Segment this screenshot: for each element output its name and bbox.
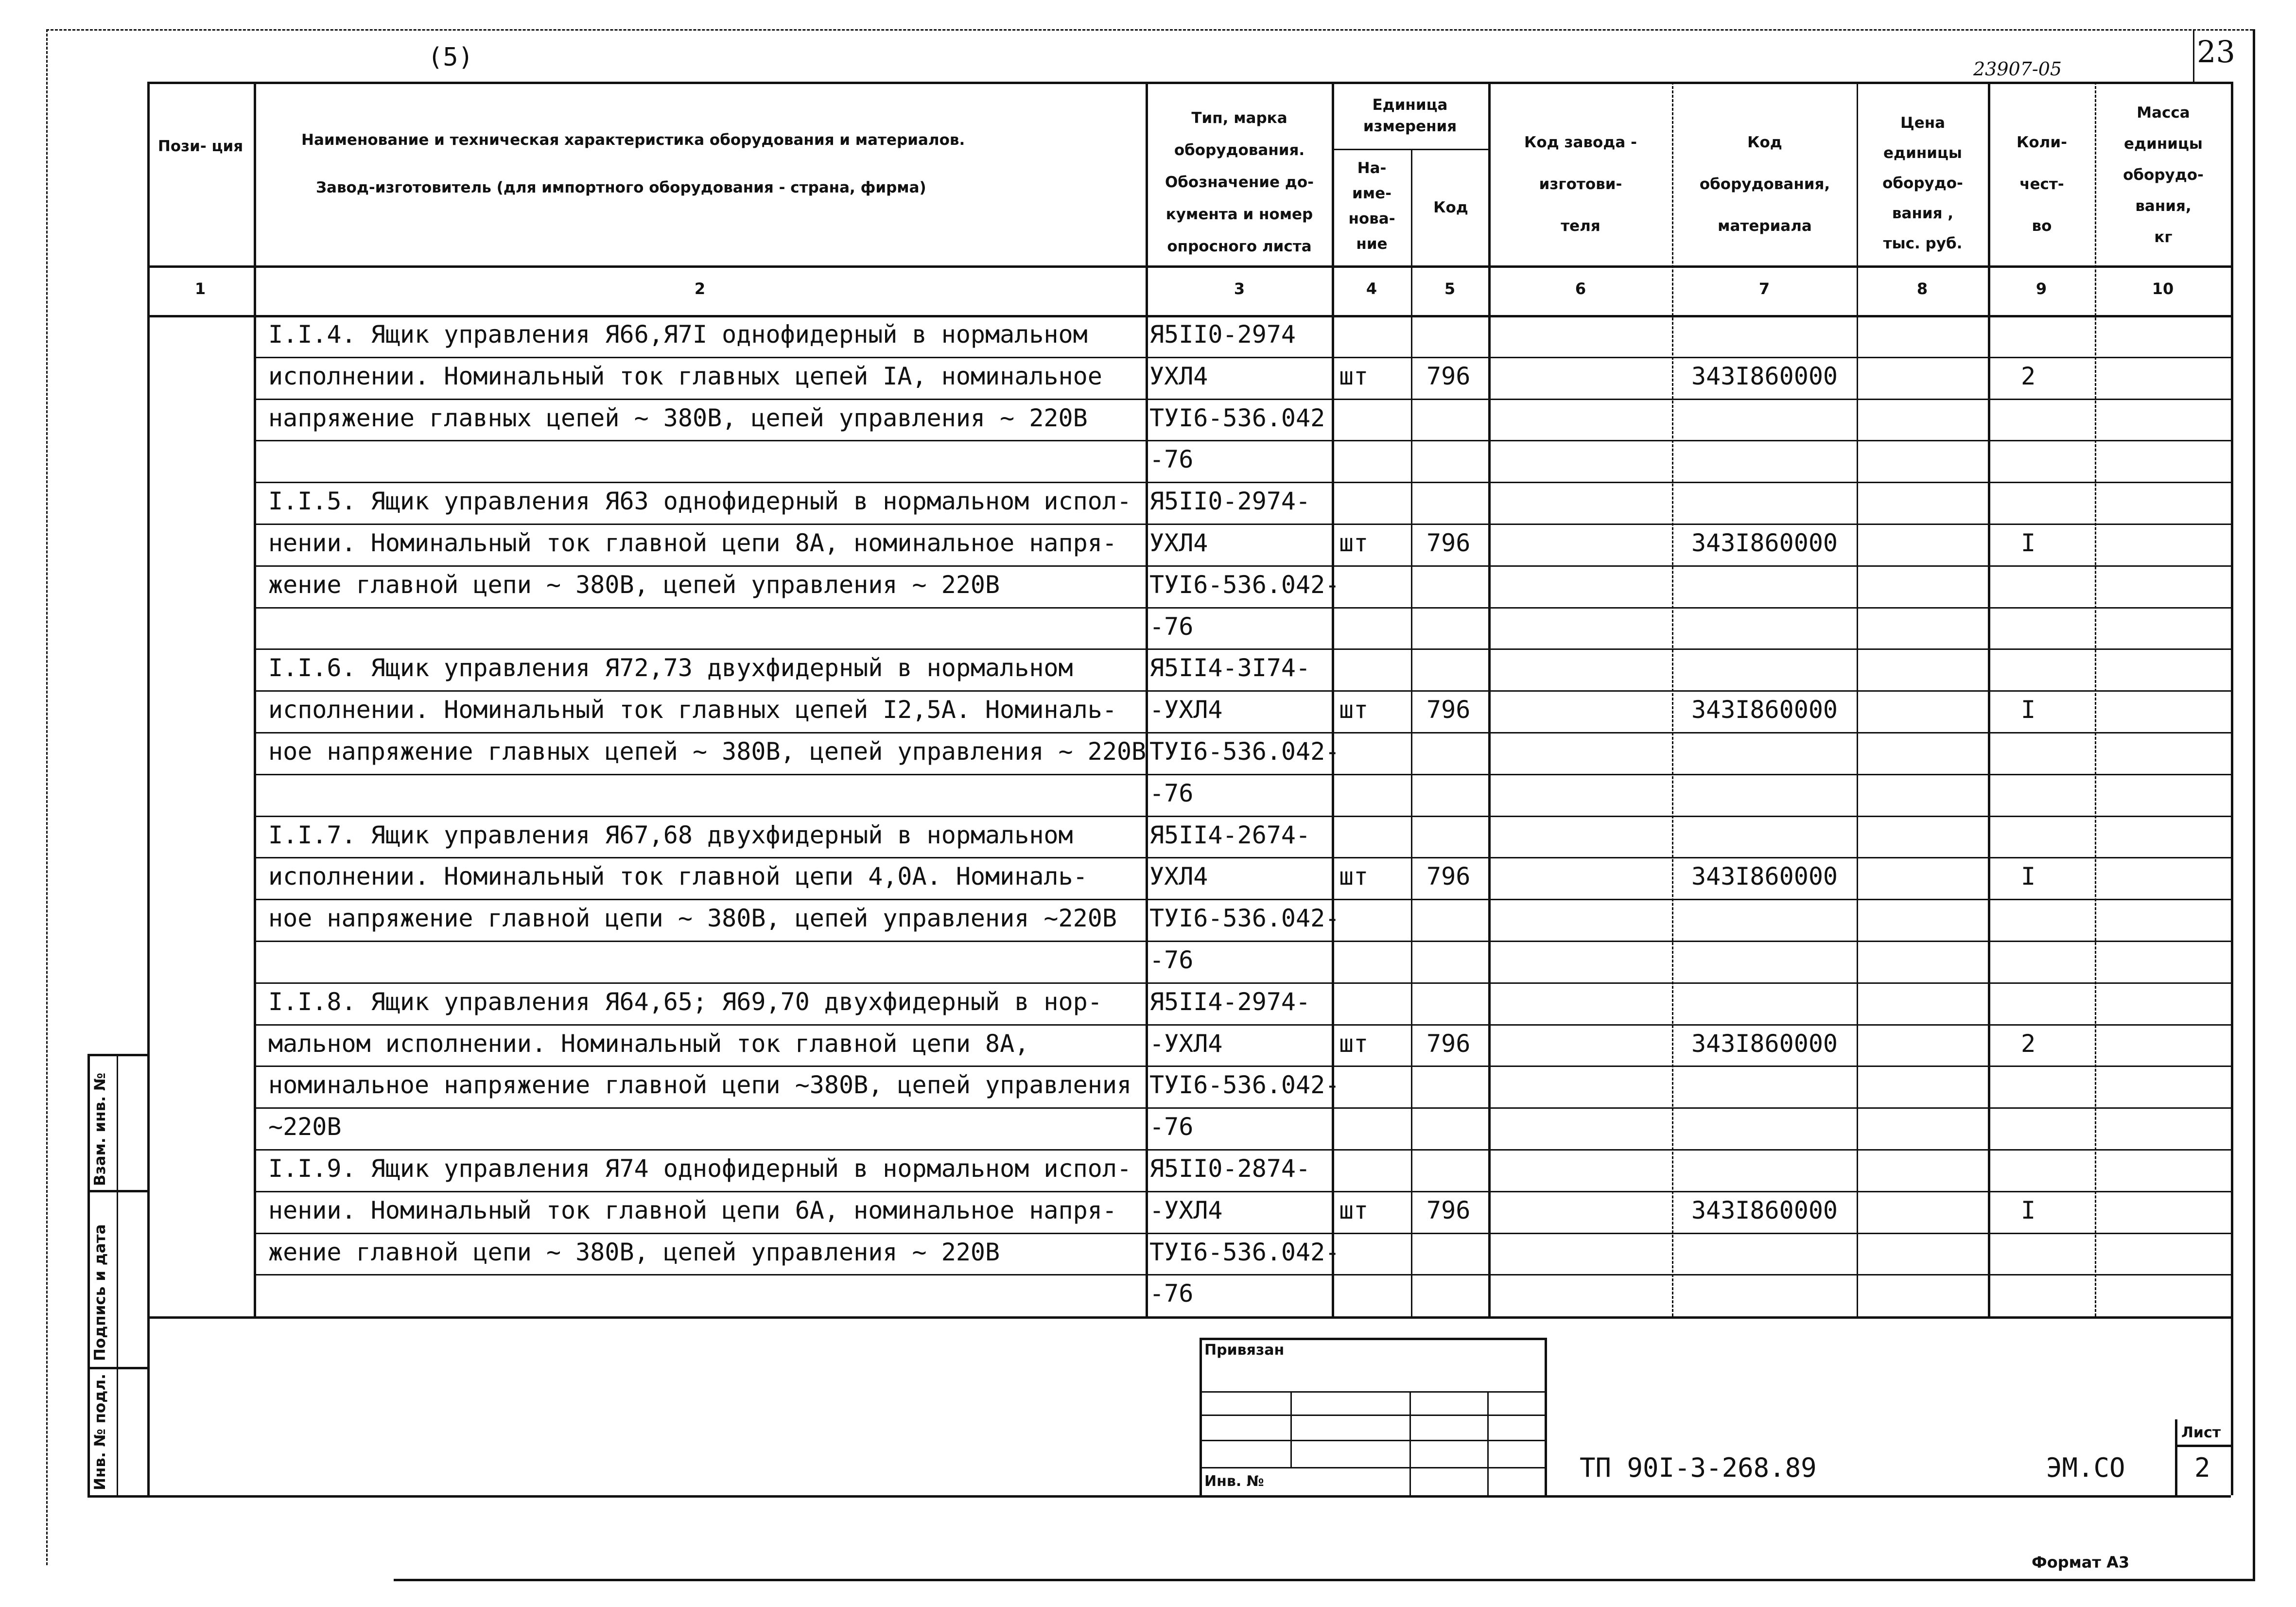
item-description-line: ~220В	[268, 1113, 342, 1141]
col-number: 5	[1444, 279, 1456, 298]
header-col-equipment-code: Код оборудования, материала	[1699, 134, 1830, 235]
item-description-line: исполнении. Номинальный ток главных цепей IА, номинальное	[268, 362, 1102, 390]
item-type-line: -76	[1149, 445, 1194, 473]
item-description-line: ное напряжение главных цепей ~ 380В, цепей управления ~ 220В	[268, 737, 1147, 766]
item-quantity: I	[2021, 529, 2036, 557]
item-description-line: исполнении. Номинальный ток главных цепей I2,5А. Номиналь-	[268, 696, 1117, 724]
item-unit-name: шт	[1339, 862, 1369, 891]
item-type-line: УХЛ4	[1149, 362, 1208, 390]
header-col-name-line1: Наименование и техническая характеристика оборудования и материалов.	[301, 131, 965, 149]
right-frame	[2253, 29, 2255, 1580]
item-type-line: -76	[1149, 1113, 1194, 1141]
document-code: ТП 90I-3-268.89	[1580, 1452, 1817, 1483]
header-col-unit-code: Код	[1433, 199, 1468, 216]
item-type-line: ТУI6-536.042	[1149, 404, 1325, 432]
sheet-label: Лист	[2181, 1424, 2221, 1441]
header-col-factory-code: Код завода - изготови- теля	[1524, 134, 1637, 235]
side-stamp-signature-date: Подпись и дата	[91, 1224, 109, 1361]
item-description-line: нении. Номинальный ток главной цепи 8А, номинальное напря-	[268, 529, 1117, 557]
header-col-type: Тип, марка оборудования. Обозначение до- кумента и номер опросного листа	[1165, 109, 1314, 255]
item-type-line: -76	[1149, 946, 1194, 974]
header-col-quantity: Коли- чест- во	[2017, 134, 2067, 235]
item-unit-code: 796	[1426, 1030, 1471, 1058]
col-number: 3	[1234, 279, 1245, 298]
item-quantity: I	[2021, 862, 2036, 891]
item-type-line: Я5II0-2874-	[1149, 1154, 1311, 1183]
header-col-name-line2: Завод-изготовитель (для импортного оборудования - страна, фирма)	[316, 179, 926, 196]
item-description-line: I.I.5. Ящик управления Я63 однофидерный в нормальном испол-	[268, 487, 1132, 515]
item-type-line: Я5II4-3I74-	[1149, 654, 1311, 682]
col-number: 1	[194, 279, 206, 298]
item-type-line: -76	[1149, 779, 1194, 807]
item-description-line: I.I.4. Ящик управления Я66,Я7I однофидерный в нормальном	[268, 320, 1088, 349]
item-type-line: ТУI6-536.042-	[1149, 1071, 1340, 1099]
item-equipment-code: 343I860000	[1691, 696, 1838, 724]
sheet-number: 2	[2194, 1452, 2210, 1483]
item-type-line: -УХЛ4	[1149, 696, 1223, 724]
item-type-line: УХЛ4	[1149, 529, 1208, 557]
item-unit-code: 796	[1426, 362, 1471, 390]
corner-box-left	[2193, 29, 2194, 83]
item-quantity: I	[2021, 696, 2036, 724]
bottom-frame	[394, 1579, 2255, 1581]
item-unit-name: шт	[1339, 1196, 1369, 1224]
item-type-line: -76	[1149, 612, 1194, 641]
item-type-line: Я5II4-2674-	[1149, 821, 1311, 849]
item-equipment-code: 343I860000	[1691, 1030, 1838, 1058]
item-unit-code: 796	[1426, 696, 1471, 724]
item-description-line: исполнении. Номинальный ток главной цепи 4,0А. Номиналь-	[268, 862, 1088, 891]
bound-label: Привязан	[1204, 1342, 1285, 1359]
item-unit-name: шт	[1339, 696, 1369, 724]
left-margin-line	[46, 29, 48, 1565]
header-col-mass: Масса единицы оборудо- вания, кг	[2123, 104, 2204, 246]
item-quantity: 2	[2021, 1030, 2036, 1058]
item-description-line: жение главной цепи ~ 380В, цепей управления ~ 220В	[268, 571, 1000, 599]
col-number: 4	[1366, 279, 1377, 298]
item-type-line: Я5II0-2974-	[1149, 487, 1311, 515]
item-type-line: ТУI6-536.042-	[1149, 1238, 1340, 1266]
item-equipment-code: 343I860000	[1691, 1196, 1838, 1224]
item-type-line: ТУI6-536.042-	[1149, 904, 1340, 932]
item-unit-name: шт	[1339, 362, 1369, 390]
item-description-line: I.I.8. Ящик управления Я64,65; Я69,70 двухфидерный в нор-	[268, 988, 1102, 1016]
header-col-unit-name: На- име- нова- ние	[1348, 159, 1395, 253]
item-description-line: I.I.6. Ящик управления Я72,73 двухфидерный в нормальном	[268, 654, 1073, 682]
corner-number: 23	[2197, 34, 2235, 70]
item-description-line: нении. Номинальный ток главной цепи 6А, номинальное напря-	[268, 1196, 1117, 1224]
col-number: 6	[1575, 279, 1586, 298]
item-type-line: -УХЛ4	[1149, 1030, 1223, 1058]
item-unit-name: шт	[1339, 529, 1369, 557]
item-type-line: УХЛ4	[1149, 862, 1208, 891]
page-marker: (5)	[428, 43, 473, 72]
header-col-unit: Единица измерения	[1363, 96, 1457, 135]
item-type-line: -УХЛ4	[1149, 1196, 1223, 1224]
item-equipment-code: 343I860000	[1691, 862, 1838, 891]
item-type-line: ТУI6-536.042-	[1149, 737, 1340, 766]
item-quantity: I	[2021, 1196, 2036, 1224]
item-description-line: ное напряжение главной цепи ~ 380В, цепей управления ~220В	[268, 904, 1117, 932]
item-quantity: 2	[2021, 362, 2036, 390]
item-type-line: Я5II0-2974	[1149, 320, 1296, 349]
item-type-line: Я5II4-2974-	[1149, 988, 1311, 1016]
handwritten-code: 23907-05	[1973, 58, 2062, 80]
item-unit-code: 796	[1426, 529, 1471, 557]
col-number: 2	[694, 279, 706, 298]
format-label: Формат А3	[2032, 1553, 2130, 1572]
item-description-line: напряжение главных цепей ~ 380В, цепей управления ~ 220В	[268, 404, 1088, 432]
item-description-line: жение главной цепи ~ 380В, цепей управления ~ 220В	[268, 1238, 1000, 1266]
side-stamp-original-inv: Инв. № подл.	[91, 1374, 109, 1490]
item-equipment-code: 343I860000	[1691, 529, 1838, 557]
document-mark: ЭМ.СО	[2046, 1452, 2125, 1483]
side-stamp-replace-inv: Взам. инв. №	[91, 1072, 109, 1186]
col-number: 7	[1758, 279, 1770, 298]
col-number: 8	[1916, 279, 1928, 298]
item-type-line: -76	[1149, 1279, 1194, 1308]
col-number: 9	[2035, 279, 2047, 298]
top-margin-line	[46, 29, 2253, 31]
item-description-line: I.I.9. Ящик управления Я74 однофидерный в нормальном испол-	[268, 1154, 1132, 1183]
col-number: 10	[2152, 279, 2174, 298]
item-description-line: I.I.7. Ящик управления Я67,68 двухфидерный в нормальном	[268, 821, 1073, 849]
header-col-price: Цена единицы оборудо- вания , тыс. руб.	[1882, 114, 1963, 252]
item-unit-code: 796	[1426, 1196, 1471, 1224]
item-equipment-code: 343I860000	[1691, 362, 1838, 390]
item-type-line: ТУI6-536.042-	[1149, 571, 1340, 599]
header-col-position: Пози- ция	[157, 138, 244, 155]
item-description-line: мальном исполнении. Номинальный ток главной цепи 8А,	[268, 1030, 1029, 1058]
item-unit-code: 796	[1426, 862, 1471, 891]
item-unit-name: шт	[1339, 1030, 1369, 1058]
item-description-line: номинальное напряжение главной цепи ~380В, цепей управления	[268, 1071, 1132, 1099]
inv-label: Инв. №	[1204, 1473, 1264, 1490]
